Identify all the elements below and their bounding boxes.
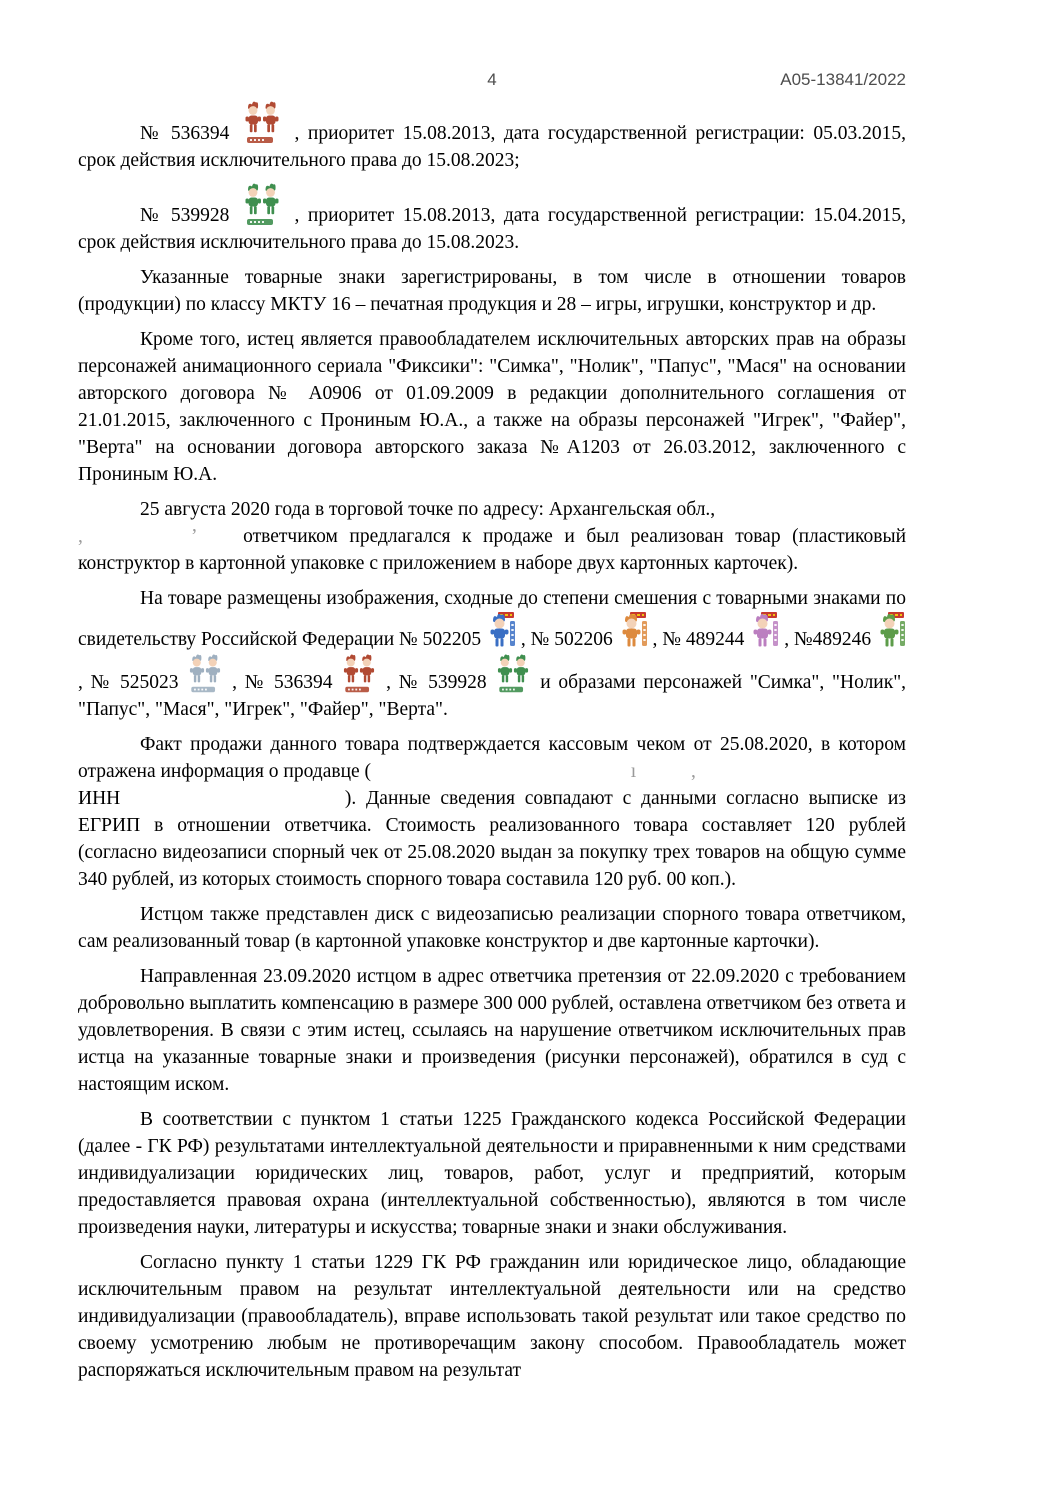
trademark-502206-character-icon	[618, 612, 648, 652]
redaction-remnant: ı	[630, 761, 637, 782]
redacted-inn-number	[130, 802, 335, 804]
text-segment: , № 539928	[386, 672, 487, 693]
trademark-489246-character-icon	[876, 612, 906, 652]
text-segment: ответчиком предлагался к продаже и был реализован товар (пластиковый конструктор в картонной упаковке с приложением в наборе двух картонных карточек).	[78, 526, 907, 574]
paragraph-author-rights	[78, 326, 906, 488]
redaction-remnant: ,	[690, 761, 696, 782]
text-segment: ИНН	[78, 788, 121, 809]
trademark-502205-character-icon	[486, 612, 516, 652]
paragraph-sale-proof	[78, 731, 906, 893]
text-segment: Истцом также представлен диск с видеозаписью реализации спорного товара ответчиком, сам реализованный товар (в картонной упаковке конструктор и две картонные карточки).	[78, 904, 906, 952]
text-segment: Направленная 23.09.2020 истцом в адрес ответчика претензия от 22.09.2020 с требованием добровольно выплатить компенсацию в размере 300 000 рублей, оставлена ответчиком без ответа и удовлетворения. В связи с этим истец, ссылаясь на нарушение ответчиком исключительных прав истца на указанные товарные знаки и произведения (рисунки персонажей), обратился в суд с настоящим иском.	[78, 966, 906, 1095]
trademark-525023-two-characters-icon	[186, 653, 224, 695]
redacted-address	[94, 540, 179, 542]
text-segment: № 536394	[140, 123, 230, 144]
case-number: А05-13841/2022	[780, 70, 906, 89]
trademark-536394-two-characters-icon	[340, 653, 378, 695]
text-segment: На товаре размещены изображения, сходные до степени смешения с товарными знаками по свидетельству Российской Федерации № 502205	[78, 588, 906, 650]
redaction-remnant: ’	[190, 526, 197, 547]
text-segment: Указанные товарные знаки зарегистрированы, в том числе в отношении товаров (продукции) по классу МКТУ 16 – печатная продукция и 28 – игры, игрушки, конструктор и др.	[78, 267, 906, 315]
text-segment: Факт продажи данного товара подтверждается кассовым чеком от 25.08.2020, в котором отражена информация о продавце (	[78, 734, 906, 782]
trademark-539928-two-characters-icon	[494, 653, 532, 695]
text-segment: , приоритет 15.08.2013, дата государственной регистрации: 15.04.2015, срок действия исключительного права до 15.08.2023.	[78, 205, 907, 253]
text-segment: , № 502206	[520, 629, 613, 650]
text-segment: , приоритет 15.08.2013, дата государственной регистрации: 05.03.2015, срок действия исключительного права до 15.08.2023;	[78, 123, 907, 171]
page-number: 4	[487, 70, 497, 89]
text-segment: В соответствии с пунктом 1 статьи 1225 Гражданского кодекса Российской Федерации (далее - ГК РФ) результатами интеллектуальной деятельности и приравненными к ним средствами индивидуализации юридических лиц, товаров, работ, услуг и предприятий, которым предоставляется правовая охрана (интеллектуальной собственностью), являются в том числе произведения науки, литературы и искусства; товарные знаки и знаки обслуживания.	[78, 1109, 906, 1238]
paragraph-article-1229	[78, 1249, 906, 1384]
paragraph-claim-letter	[78, 963, 906, 1098]
redaction-remnant: ,	[78, 526, 83, 547]
paragraph-trademark-classes	[78, 264, 906, 318]
trademark-539928-two-characters-icon	[238, 182, 286, 228]
text-segment: ). Данные сведения совпадают с данными согласно выписке из ЕГРИП в отношении ответчика. Стоимость реализованного товара составляет 120 рублей (согласно видеозаписи спорный чек от 25.08.2020 выдан за покупку трех товаров на общую сумме 340 рублей, из которых стоимость спорного товара составила 120 руб. 00 коп.).	[78, 788, 907, 890]
trademark-536394-two-characters-icon	[238, 100, 286, 146]
text-segment: Кроме того, истец является правообладателем исключительных авторских прав на образы персонажей анимационного сериала "Фиксики": "Симка", "Нолик", "Папус", "Мася" на основании авторского договора № А0906 от 01.09.2009 в редакции дополнительного соглашения от 21.01.2015, заключенного с Прониным Ю.А., а также на образы персонажей "Игрек", "Файер", "Верта" на основании договора авторского заказа №А1203 от 26.03.2012, заключенного с Прониным Ю.А.	[78, 329, 906, 485]
redacted-address	[208, 540, 232, 542]
paragraph-video-evidence	[78, 901, 906, 955]
text-segment: , № 525023	[78, 672, 179, 693]
text-segment: № 539928	[140, 205, 230, 226]
text-segment: , №489246	[784, 629, 872, 650]
text-segment: и образами персонажей "Симка", "Нолик", "Папус", "Мася", "Игрек", "Файер", "Верта".	[78, 672, 907, 720]
text-segment: , № 489244	[652, 629, 745, 650]
document-body	[78, 100, 906, 1392]
text-segment: , № 536394	[232, 672, 333, 693]
redacted-seller-name	[641, 775, 686, 777]
paragraph-trademark-539928	[78, 182, 906, 256]
paragraph-article-1225	[78, 1106, 906, 1241]
paragraph-sale-event	[78, 496, 906, 577]
redacted-address	[720, 513, 790, 515]
paragraph-images-on-goods	[78, 585, 906, 723]
text-segment: 25 августа 2020 года в торговой точке по адресу: Архангельская обл.,	[140, 499, 716, 520]
page-header	[78, 70, 906, 92]
paragraph-trademark-536394	[78, 100, 906, 174]
redacted-seller-name	[376, 775, 626, 777]
trademark-489244-character-icon	[749, 612, 779, 652]
text-segment: Согласно пункту 1 статьи 1229 ГК РФ гражданин или юридическое лицо, обладающие исключительным правом на результат интеллектуальной деятельности или на средство индивидуализации (правообладатель), вправе использовать такой результат или такое средство по своему усмотрению любым не противоречащим закону способом. Правообладатель может распоряжаться исключительным правом на результат	[78, 1252, 906, 1381]
